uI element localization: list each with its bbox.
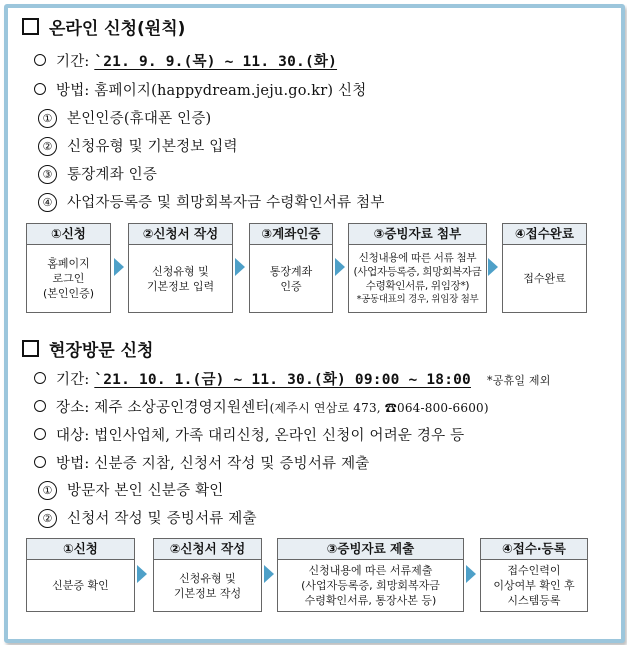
online-flow-step-2 (128, 223, 233, 313)
flow-step-line: (사업자등록증, 희망회복자금 (353, 265, 482, 278)
place-detail: (제주시 연삼로 473, ☎064-800-6600) (269, 401, 489, 415)
section-title-text: 현장방문 신청 (49, 341, 154, 361)
flow-step-title: ③증빙자료 첨부 (349, 224, 486, 245)
section-title-visit (22, 336, 153, 361)
online-flow-step-3 (249, 223, 333, 313)
period-value: `21. 10. 1.(금) ~ 11. 30.(화) 09:00 ~ 18:00 (94, 372, 471, 388)
flow-step-line: 신분증 확인 (52, 579, 109, 592)
flow-step-title: ③증빙자료 제출 (278, 539, 463, 560)
section-title-text: 온라인 신청(원칙) (49, 19, 186, 39)
visit-period (34, 368, 551, 389)
flow-step-line: 접수인력이 (507, 564, 561, 577)
flow-step-line: 홈페이지 (47, 257, 90, 270)
place-text: 장소: 제주 소상공인경영지원센터 (56, 400, 270, 416)
flow-step-line: (본인인증) (42, 287, 95, 300)
flow-step-line: (사업자등록증, 희망회복자금 (301, 579, 440, 592)
flow-arrow-icon (488, 258, 498, 276)
step-text: 방문자 본인 신분증 확인 (67, 483, 224, 499)
online-step-1 (38, 107, 211, 128)
step-number-icon: ① (38, 481, 57, 500)
visit-step-2 (38, 507, 257, 528)
period-note: *공휴일 제외 (487, 374, 551, 387)
flow-step-title: ①신청 (27, 224, 110, 245)
visit-method (34, 452, 370, 473)
online-step-4 (38, 191, 385, 212)
period-label: 기간: (56, 372, 95, 388)
flow-arrow-icon (466, 565, 476, 583)
flow-step-title: ④접수·등록 (481, 539, 587, 560)
flow-step-line: 기본정보 작성 (173, 586, 242, 600)
flow-step-note: *공동대표의 경우, 위임장 첨부 (356, 293, 479, 305)
flow-step-line: 신청유형 및 (152, 264, 209, 278)
step-text: 본인인증(휴대폰 인증) (67, 111, 212, 127)
flow-step-line: 신청내용에 따른 서류제출 (308, 564, 433, 577)
step-text: 사업자등록증 및 희망회복자금 수령확인서류 첨부 (67, 195, 385, 211)
circle-bullet-icon (34, 428, 46, 440)
flow-step-line: 기본정보 입력 (146, 279, 215, 293)
flow-arrow-icon (235, 258, 245, 276)
flow-step-title: ①신청 (27, 539, 134, 560)
circle-bullet-icon (34, 372, 46, 384)
method-text: 방법: 신분증 지참, 신청서 작성 및 증빙서류 제출 (56, 456, 370, 472)
step-text: 신청유형 및 기본정보 입력 (67, 139, 238, 155)
flow-arrow-icon (114, 258, 124, 276)
flow-step-line: 신청내용에 따른 서류 첨부 (358, 251, 477, 264)
section-title-online (22, 14, 185, 39)
step-number-icon: ③ (38, 165, 57, 184)
circle-bullet-icon (34, 83, 46, 95)
visit-step-1 (38, 479, 224, 500)
flow-step-title: ②신청서 작성 (129, 224, 232, 245)
step-number-icon: ② (38, 137, 57, 156)
checkbox-square-icon (22, 18, 39, 35)
step-number-icon: ② (38, 509, 57, 528)
flow-step-line: 접수완료 (523, 272, 566, 285)
online-flow-step-4 (348, 223, 487, 313)
flow-step-line: 로그인 (52, 272, 85, 285)
visit-flow-step-3 (277, 538, 464, 612)
flow-step-line: 시스템등록 (507, 594, 561, 607)
visit-flow-step-1 (26, 538, 135, 612)
flow-step-line: 수령확인서류, 통장사본 등) (304, 594, 437, 607)
visit-target (34, 424, 464, 445)
flow-step-title: ③계좌인증 (250, 224, 332, 245)
circle-bullet-icon (34, 54, 46, 66)
online-method (34, 79, 366, 100)
step-text: 신청서 작성 및 증빙서류 제출 (67, 511, 257, 527)
online-step-3 (38, 163, 157, 184)
flow-step-title: ④접수완료 (503, 224, 586, 245)
visit-flow-step-4 (480, 538, 588, 612)
checkbox-square-icon (22, 340, 39, 357)
step-number-icon: ④ (38, 193, 57, 212)
step-text: 통장계좌 인증 (67, 167, 158, 183)
circle-bullet-icon (34, 456, 46, 468)
period-value: `21. 9. 9.(목) ~ 11. 30.(화) (94, 54, 338, 70)
flow-arrow-icon (264, 565, 274, 583)
step-number-icon: ① (38, 109, 57, 128)
flow-step-line: 이상여부 확인 후 (493, 579, 575, 592)
visit-flow-step-2 (153, 538, 262, 612)
period-label: 기간: (56, 54, 95, 70)
flow-step-line: 인증 (280, 279, 302, 293)
flow-step-line: 통장계좌 (269, 264, 313, 278)
circle-bullet-icon (34, 400, 46, 412)
flow-step-line: 신청유형 및 (179, 571, 236, 585)
online-flow-step-5 (502, 223, 587, 313)
flow-arrow-icon (137, 565, 147, 583)
flow-arrow-icon (335, 258, 345, 276)
flow-step-title: ②신청서 작성 (154, 539, 261, 560)
method-text: 방법: 홈페이지(happydream.jeju.go.kr) 신청 (56, 83, 367, 99)
online-flow-step-1 (26, 223, 111, 313)
online-period (34, 50, 337, 71)
target-text: 대상: 법인사업체, 가족 대리신청, 온라인 신청이 어려운 경우 등 (56, 428, 465, 444)
flow-step-line: 수령확인서류, 위임장*) (365, 279, 470, 292)
visit-place (34, 396, 489, 417)
online-step-2 (38, 135, 238, 156)
